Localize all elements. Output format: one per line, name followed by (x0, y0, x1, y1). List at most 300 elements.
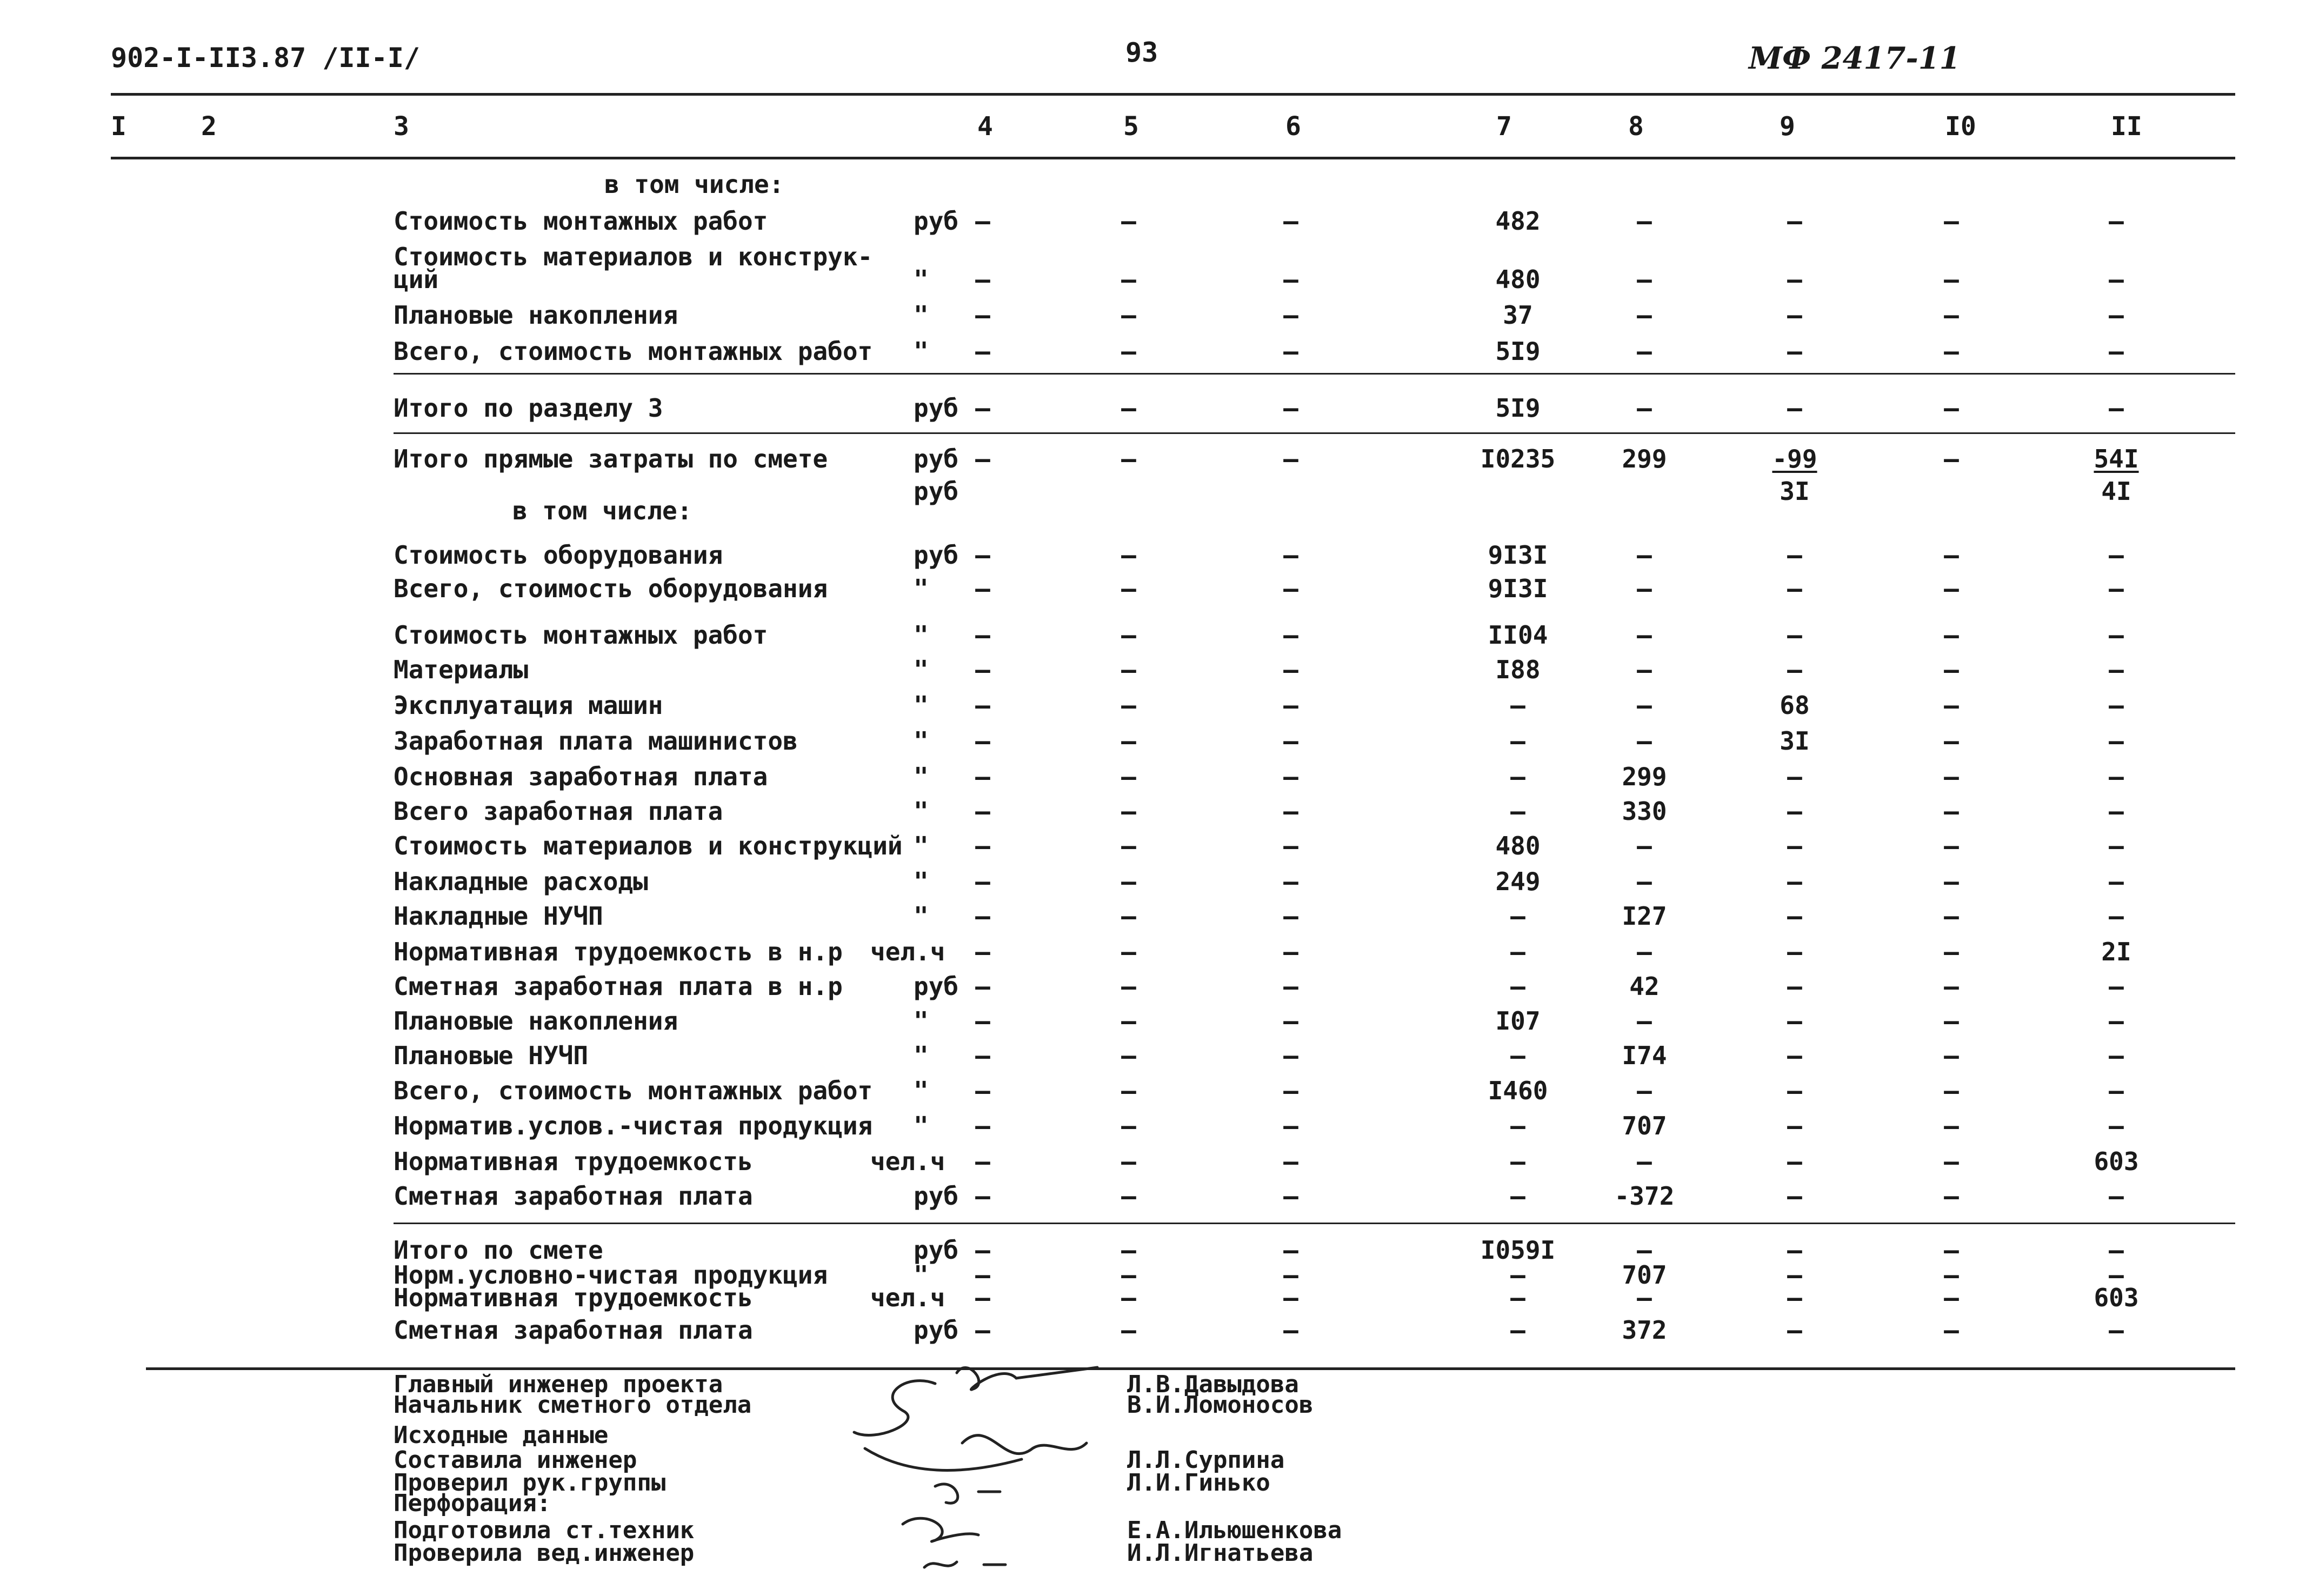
cell-c5: – (1121, 797, 1136, 826)
cell-c9: – (1787, 1147, 1802, 1176)
row-label: Всего заработная плата (394, 797, 723, 826)
cell-c5: – (1121, 206, 1136, 236)
cell-c5: – (1121, 300, 1136, 330)
cell-c5: – (1121, 444, 1136, 473)
row-unit: " (914, 1076, 929, 1105)
cell-c8: – (1637, 574, 1652, 603)
cell-c5: – (1121, 574, 1136, 603)
cell-c10: – (1944, 937, 1959, 966)
row-unit: " (914, 1111, 929, 1140)
cell-c8: – (1637, 937, 1652, 966)
row-label: Итого по разделу 3 (394, 393, 663, 423)
signature-role: Подготовила ст.техник (394, 1517, 695, 1544)
cell-c4: – (975, 1283, 990, 1312)
cell-c5: – (1121, 620, 1136, 650)
section-rule (394, 373, 2235, 375)
cell-c5: – (1121, 1260, 1136, 1290)
cell-c5: – (1121, 655, 1136, 684)
row-label: Итого прямые затраты по смете (394, 444, 828, 473)
cell-c9: – (1787, 206, 1802, 236)
cell-c10: – (1944, 300, 1959, 330)
row-label: Стоимость оборудования (394, 540, 723, 570)
cell-c7: 482 (1495, 206, 1541, 236)
cell-c11: – (2109, 1076, 2124, 1105)
cell-c4: – (975, 393, 990, 423)
cell-c8: – (1637, 1076, 1652, 1105)
column-header: 9 (1780, 111, 1795, 142)
cell-c5: – (1121, 1111, 1136, 1140)
handwritten-signatures (843, 1351, 1124, 1578)
row-label: Всего, стоимость оборудования (394, 574, 828, 603)
reference-code: МФ 2417-11 (1749, 41, 1961, 76)
cell-c7: 480 (1495, 831, 1541, 860)
row-label: Сметная заработная плата (394, 1181, 753, 1211)
row-label: Накладные НУЧП (394, 901, 603, 931)
row-unit: " (914, 901, 929, 931)
cell-c11: – (2109, 393, 2124, 423)
cell-c4: – (975, 620, 990, 650)
cell-c4: – (975, 1006, 990, 1036)
row-unit: руб (914, 540, 959, 570)
cell-c11: – (2109, 972, 2124, 1001)
cell-c10: – (1944, 901, 1959, 931)
cell-c10: – (1944, 867, 1959, 896)
cell-c6: – (1283, 265, 1298, 294)
row-unit: чел.ч (870, 1147, 945, 1176)
cell-c11: – (2109, 1041, 2124, 1070)
section-rule (394, 432, 2235, 434)
cell-c10: – (1944, 337, 1959, 366)
cell-c4: – (975, 540, 990, 570)
cell-c9: – (1787, 1283, 1802, 1312)
cell-c4: – (975, 1315, 990, 1345)
cell-c9-second: 3I (1780, 477, 1810, 506)
cell-c9: 3I (1780, 726, 1810, 756)
cell-c5: – (1121, 1315, 1136, 1345)
cell-c4: – (975, 797, 990, 826)
cell-c7: II04 (1488, 620, 1548, 650)
cell-c11: 603 (2094, 1283, 2139, 1312)
cell-c11: – (2109, 206, 2124, 236)
row-label: Стоимость монтажных работ (394, 206, 768, 236)
cell-c4: – (975, 972, 990, 1001)
cell-c11: 2I (2101, 937, 2131, 966)
cell-c10: – (1944, 831, 1959, 860)
cell-c11: – (2109, 726, 2124, 756)
cell-c8: – (1637, 1006, 1652, 1036)
cell-c6: – (1283, 655, 1298, 684)
row-label: Сметная заработная плата (394, 1315, 753, 1345)
cell-c4: – (975, 762, 990, 791)
signature-top-rule (146, 1367, 2235, 1370)
cell-c7: 9I3I (1488, 574, 1548, 603)
cell-c11: – (2109, 574, 2124, 603)
cell-c11: 54I (2094, 444, 2139, 473)
cell-c9: – (1787, 265, 1802, 294)
cell-c11: – (2109, 655, 2124, 684)
cell-c6: – (1283, 1147, 1298, 1176)
column-header: 2 (201, 111, 217, 142)
cell-c11: – (2109, 540, 2124, 570)
cell-c11: – (2109, 1260, 2124, 1290)
cell-c5: – (1121, 1076, 1136, 1105)
row-unit: " (914, 620, 929, 650)
row-unit: чел.ч (870, 937, 945, 966)
row-label: Стоимость монтажных работ (394, 620, 768, 650)
cell-c11: – (2109, 265, 2124, 294)
cell-c9: – (1787, 1111, 1802, 1140)
cell-c8: – (1637, 1147, 1652, 1176)
row-unit: руб (914, 1236, 959, 1265)
row-label: Сметная заработная плата в н.р (394, 972, 843, 1001)
cell-c9: – (1787, 1006, 1802, 1036)
cell-c11: 603 (2094, 1147, 2139, 1176)
cell-c6: – (1283, 1260, 1298, 1290)
cell-c6: – (1283, 1236, 1298, 1265)
section-rule (394, 1223, 2235, 1224)
cell-c7: – (1510, 1181, 1525, 1211)
cell-c6: – (1283, 620, 1298, 650)
cell-c8: – (1637, 831, 1652, 860)
cell-c5: – (1121, 831, 1136, 860)
cell-c4: – (975, 1111, 990, 1140)
cell-c6: – (1283, 972, 1298, 1001)
cell-c5: – (1121, 726, 1136, 756)
row-unit: " (914, 1260, 929, 1290)
cell-c8: 372 (1622, 1315, 1667, 1345)
cell-c9: – (1787, 901, 1802, 931)
cell-c4: – (975, 1076, 990, 1105)
cell-c6: – (1283, 937, 1298, 966)
cell-c10: – (1944, 265, 1959, 294)
row-label: Основная заработная плата (394, 762, 768, 791)
cell-c7: – (1510, 1260, 1525, 1290)
cell-c8: I27 (1622, 901, 1667, 931)
cell-c10: – (1944, 655, 1959, 684)
cell-c5: – (1121, 337, 1136, 366)
cell-c7: – (1510, 1111, 1525, 1140)
row-label: Плановые накопления (394, 1006, 678, 1036)
cell-c5: – (1121, 540, 1136, 570)
cell-c10: – (1944, 1147, 1959, 1176)
row-label: Нормативная трудоемкость (394, 1283, 753, 1312)
cell-c8: 42 (1629, 972, 1660, 1001)
row-unit: " (914, 762, 929, 791)
column-header: I (111, 111, 126, 142)
cell-c9: – (1787, 620, 1802, 650)
column-header: 3 (394, 111, 409, 142)
row-unit: " (914, 1041, 929, 1070)
cell-c5: – (1121, 1147, 1136, 1176)
cell-c10: – (1944, 620, 1959, 650)
row-label-continuation: ций (394, 265, 439, 294)
cell-c6: – (1283, 337, 1298, 366)
cell-c7: – (1510, 762, 1525, 791)
cell-c8: – (1637, 1283, 1652, 1312)
signature-role: Главный инженер проекта (394, 1371, 723, 1398)
cell-c11: – (2109, 797, 2124, 826)
cell-c9: – (1787, 300, 1802, 330)
cell-c5: – (1121, 762, 1136, 791)
page-number: 93 (1125, 37, 1158, 68)
row-unit: " (914, 831, 929, 860)
cell-c7: – (1510, 726, 1525, 756)
signature-role: Перфорация: (394, 1490, 551, 1517)
column-header: 8 (1628, 111, 1644, 142)
header-bottom-rule (111, 157, 2235, 159)
cell-c4: – (975, 574, 990, 603)
cell-c8: – (1637, 393, 1652, 423)
signer-name: И.Л.Игнатьева (1127, 1539, 1314, 1567)
cell-c7: I460 (1488, 1076, 1548, 1105)
cell-c9: – (1787, 337, 1802, 366)
cell-c4: – (975, 444, 990, 473)
cell-c6: – (1283, 867, 1298, 896)
signer-name: Л.Л.Сурпина (1127, 1446, 1285, 1474)
cell-c8: – (1637, 265, 1652, 294)
cell-c10: – (1944, 1111, 1959, 1140)
cell-c6: – (1283, 444, 1298, 473)
cell-c6: – (1283, 1283, 1298, 1312)
cell-c7: – (1510, 937, 1525, 966)
signature-role: Исходные данные (394, 1421, 609, 1449)
cell-c4: – (975, 867, 990, 896)
cell-c7: 37 (1503, 300, 1533, 330)
cell-c4: – (975, 1041, 990, 1070)
signer-name: Л.В.Давыдова (1127, 1371, 1299, 1398)
cell-c7: 480 (1495, 265, 1541, 294)
cell-c9: 68 (1780, 691, 1810, 720)
cell-c5: – (1121, 1006, 1136, 1036)
cell-c11: – (2109, 300, 2124, 330)
cell-c6: – (1283, 1006, 1298, 1036)
column-header: 7 (1496, 111, 1512, 142)
cell-c7: – (1510, 1041, 1525, 1070)
cell-c7: 5I9 (1495, 393, 1541, 423)
cell-c9: – (1787, 867, 1802, 896)
cell-c4: – (975, 1181, 990, 1211)
cell-c6: – (1283, 1181, 1298, 1211)
cell-c7: – (1510, 972, 1525, 1001)
cell-c8: – (1637, 206, 1652, 236)
row-label: Стоимость материалов и конструкций (394, 831, 903, 860)
cell-c4: – (975, 206, 990, 236)
cell-c5: – (1121, 393, 1136, 423)
row-label: Эксплуатация машин (394, 691, 663, 720)
row-label: Накладные расходы (394, 867, 648, 896)
cell-c7: – (1510, 901, 1525, 931)
cell-c10: – (1944, 444, 1959, 473)
cell-c8: – (1637, 620, 1652, 650)
cell-c6: – (1283, 540, 1298, 570)
cell-c6: – (1283, 831, 1298, 860)
signature-role: Проверил рук.группы (394, 1469, 666, 1497)
row-label: Всего, стоимость монтажных работ (394, 337, 873, 366)
cell-c7: 9I3I (1488, 540, 1548, 570)
cell-c4: – (975, 300, 990, 330)
cell-c9: – (1787, 762, 1802, 791)
cell-c9: – (1787, 1260, 1802, 1290)
cell-c11: – (2109, 1006, 2124, 1036)
cell-c10: – (1944, 1006, 1959, 1036)
cell-c9: – (1787, 655, 1802, 684)
cell-c9: – (1787, 393, 1802, 423)
cell-c4: – (975, 901, 990, 931)
subheading: в том числе: (604, 170, 784, 199)
signature-role: Проверила вед.инженер (394, 1539, 695, 1567)
cell-c10: – (1944, 540, 1959, 570)
cell-c9: – (1787, 540, 1802, 570)
cell-c11: – (2109, 867, 2124, 896)
row-unit: " (914, 797, 929, 826)
cell-c8: 707 (1622, 1260, 1667, 1290)
cell-c9: – (1787, 937, 1802, 966)
cell-c9: – (1787, 972, 1802, 1001)
cell-c4: – (975, 937, 990, 966)
row-unit: " (914, 574, 929, 603)
cell-c11-second: 4I (2101, 477, 2131, 506)
signer-name: В.И.Ломоносов (1127, 1391, 1314, 1419)
signature-role: Составила инженер (394, 1446, 637, 1474)
cell-c4: – (975, 1147, 990, 1176)
row-unit: " (914, 300, 929, 330)
cell-c7: I88 (1495, 655, 1541, 684)
cell-c4: – (975, 337, 990, 366)
row-label: Плановые накопления (394, 300, 678, 330)
cell-c4: – (975, 655, 990, 684)
cell-c10: – (1944, 574, 1959, 603)
cell-c8: I74 (1622, 1041, 1667, 1070)
row-unit: чел.ч (870, 1283, 945, 1312)
cell-c4: – (975, 726, 990, 756)
cell-c5: – (1121, 1181, 1136, 1211)
cell-c10: – (1944, 206, 1959, 236)
cell-c11: – (2109, 337, 2124, 366)
row-unit: " (914, 655, 929, 684)
cell-c8: – (1637, 867, 1652, 896)
cell-c6: – (1283, 1041, 1298, 1070)
cell-c11: – (2109, 831, 2124, 860)
cell-c11: – (2109, 1236, 2124, 1265)
row-unit: руб (914, 1315, 959, 1345)
cell-c6: – (1283, 300, 1298, 330)
cell-c9: – (1787, 1041, 1802, 1070)
cell-c11: – (2109, 620, 2124, 650)
row-label: Нормативная трудоемкость в н.р (394, 937, 843, 966)
cell-c10: – (1944, 691, 1959, 720)
signer-name: Е.А.Ильюшенкова (1127, 1517, 1342, 1544)
cell-c7: – (1510, 1147, 1525, 1176)
cell-c10: – (1944, 1076, 1959, 1105)
cell-c8: – (1637, 691, 1652, 720)
cell-c7: I07 (1495, 1006, 1541, 1036)
document-code: 902-I-II3.87 /II-I/ (111, 42, 420, 74)
column-header: I0 (1945, 111, 1976, 142)
cell-c9: – (1787, 1236, 1802, 1265)
cell-c10: – (1944, 726, 1959, 756)
cell-c5: – (1121, 1283, 1136, 1312)
cell-c5: – (1121, 972, 1136, 1001)
cell-c9: – (1787, 797, 1802, 826)
row-unit: " (914, 265, 929, 294)
cell-c8: 330 (1622, 797, 1667, 826)
cell-c6: – (1283, 901, 1298, 931)
cell-c11: – (2109, 762, 2124, 791)
cell-c7: 5I9 (1495, 337, 1541, 366)
cell-c4: – (975, 1236, 990, 1265)
cell-c5: – (1121, 1236, 1136, 1265)
signature-role: Начальник сметного отдела (394, 1391, 752, 1419)
row-unit: руб (914, 393, 959, 423)
cell-c8: – (1637, 300, 1652, 330)
cell-c11: – (2109, 691, 2124, 720)
cell-c6: – (1283, 393, 1298, 423)
row-unit: руб (914, 206, 959, 236)
row-unit: " (914, 867, 929, 896)
cell-c6: – (1283, 691, 1298, 720)
subheading: в том числе: (512, 496, 692, 525)
cell-c5: – (1121, 265, 1136, 294)
signer-name: Л.И.Гинько (1127, 1469, 1270, 1497)
cell-c9: – (1787, 1076, 1802, 1105)
cell-c6: – (1283, 726, 1298, 756)
cell-c9: – (1787, 1315, 1802, 1345)
cell-c10: – (1944, 1260, 1959, 1290)
cell-c6: – (1283, 206, 1298, 236)
cell-c11: – (2109, 1181, 2124, 1211)
header-top-rule (111, 93, 2235, 96)
cell-c9: -99 (1772, 444, 1817, 473)
cell-c11: – (2109, 1315, 2124, 1345)
row-unit: " (914, 726, 929, 756)
cell-c6: – (1283, 1315, 1298, 1345)
cell-c11: – (2109, 901, 2124, 931)
cell-c5: – (1121, 691, 1136, 720)
row-label: Всего, стоимость монтажных работ (394, 1076, 873, 1105)
cell-c8: – (1637, 1236, 1652, 1265)
row-label: Стоимость материалов и конструк- (394, 242, 873, 271)
cell-c10: – (1944, 972, 1959, 1001)
cell-c5: – (1121, 867, 1136, 896)
column-header: 4 (977, 111, 993, 142)
row-unit-second: руб (914, 477, 959, 506)
row-label: Заработная плата машинистов (394, 726, 798, 756)
cell-c10: – (1944, 1041, 1959, 1070)
row-label: Норм.условно-чистая продукция (394, 1260, 828, 1290)
row-label: Нормативная трудоемкость (394, 1147, 753, 1176)
cell-c10: – (1944, 797, 1959, 826)
cell-c8: – (1637, 655, 1652, 684)
cell-c6: – (1283, 574, 1298, 603)
cell-c8: 707 (1622, 1111, 1667, 1140)
row-label: Плановые НУЧП (394, 1041, 589, 1070)
column-header: 6 (1285, 111, 1301, 142)
cell-c7: – (1510, 691, 1525, 720)
cell-c6: – (1283, 1111, 1298, 1140)
cell-c6: – (1283, 762, 1298, 791)
cell-c6: – (1283, 797, 1298, 826)
cell-c10: – (1944, 393, 1959, 423)
row-unit: руб (914, 972, 959, 1001)
cell-c8: – (1637, 726, 1652, 756)
cell-c8: -372 (1614, 1181, 1675, 1211)
row-label: Итого по смете (394, 1236, 603, 1265)
cell-c7: 249 (1495, 867, 1541, 896)
cell-c8: – (1637, 337, 1652, 366)
cell-c8: – (1637, 540, 1652, 570)
cell-c7: – (1510, 1283, 1525, 1312)
cell-c10: – (1944, 1283, 1959, 1312)
